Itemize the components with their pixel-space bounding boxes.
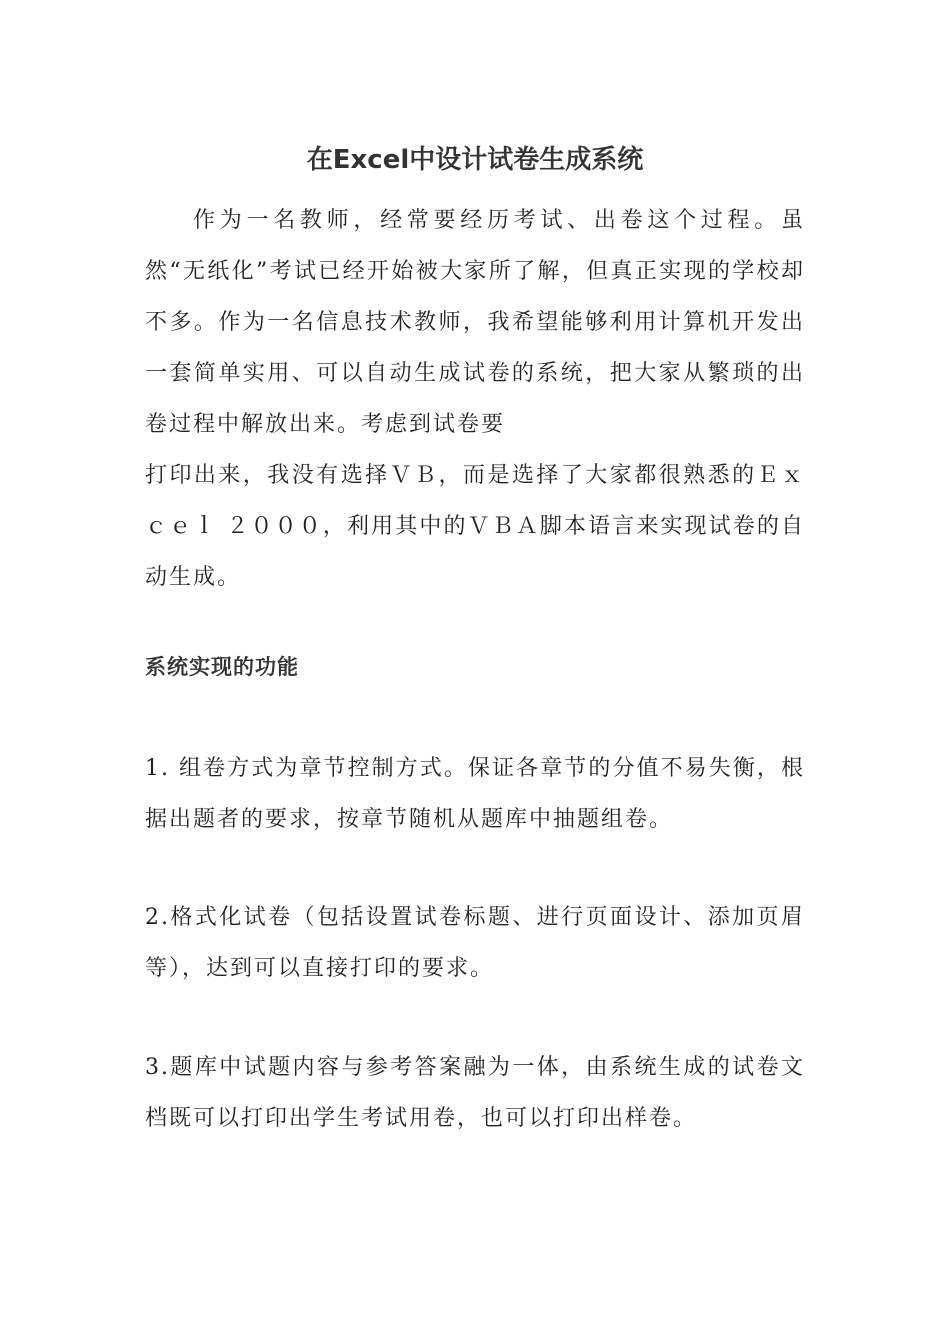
feature-item-3: 3.题库中试题内容与参考答案融为一体，由系统生成的试卷文档既可以打印出学生考试用卷，也可以打印出样卷。 xyxy=(145,1055,805,1131)
feature-item-2: 2.格式化试卷（包括设置试卷标题、进行页面设计、添加页眉等），达到可以直接打印的要求。 xyxy=(145,905,805,981)
document-title: 在Excel中设计试卷生成系统 xyxy=(306,145,644,175)
intro-paragraph-continued: 打印出来，我没有选择ＶＢ，而是选择了大家都很熟悉的Ｅｘｃｅｌ ２０００，利用其中的ＶＢＡ脚本语言来实现试卷的自动生成。 xyxy=(145,463,805,590)
intro-paragraph: 作为一名教师，经常要经历考试、出卷这个过程。虽然“无纸化”考试已经开始被大家所了解，但真正实现的学校却不多。作为一名信息技术教师，我希望能够利用计算机开发出一套简单实用、可以自动生成试卷的系统，把大家从繁琐的出卷过程中解放出来。考虑到试卷要 xyxy=(145,208,805,437)
section-heading: 系统实现的功能 xyxy=(145,655,299,679)
feature-item-1: 1. 组卷方式为章节控制方式。保证各章节的分值不易失衡，根据出题者的要求，按章节随机从题库中抽题组卷。 xyxy=(145,756,805,832)
